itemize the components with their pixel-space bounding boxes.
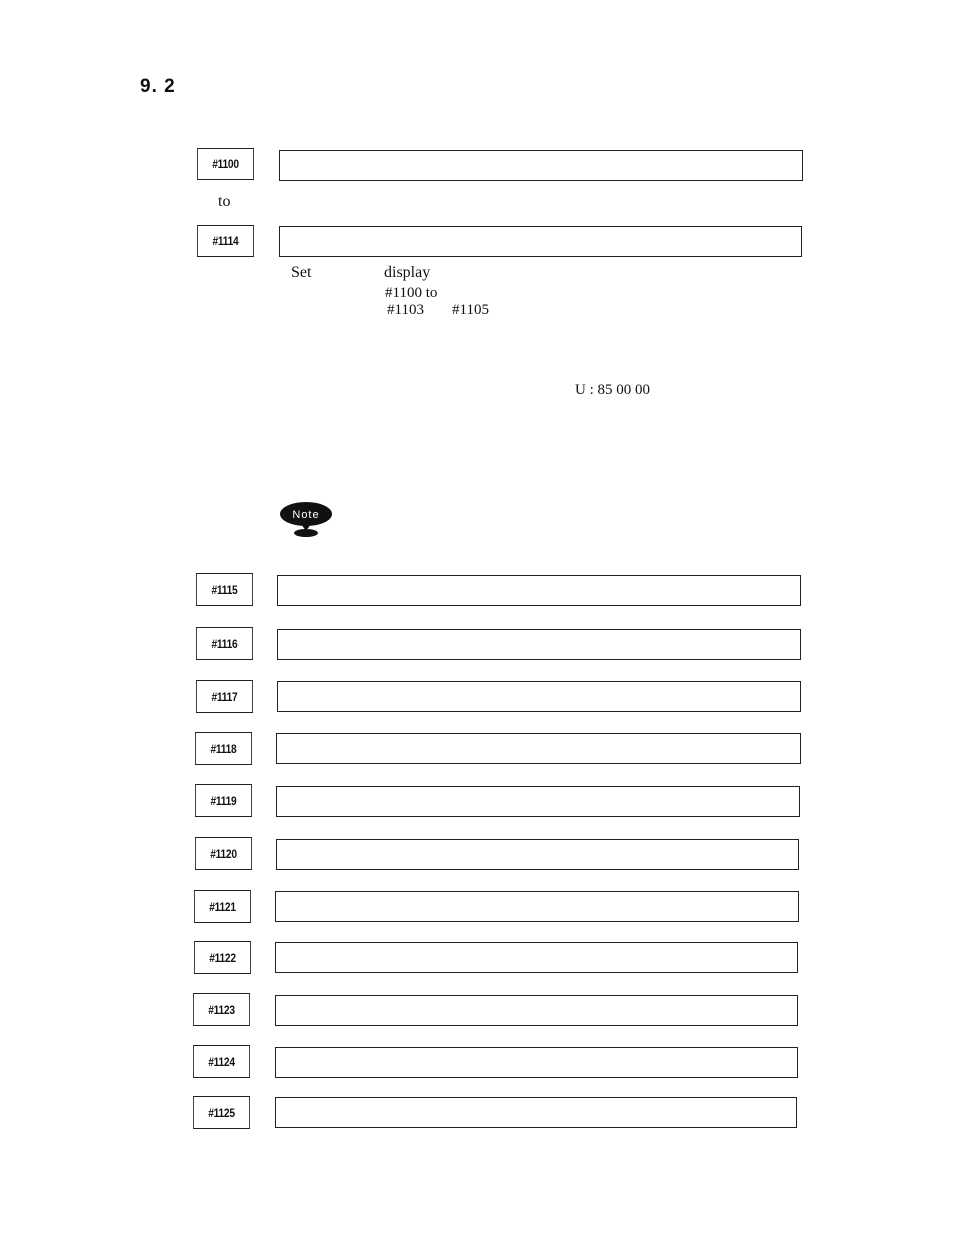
param-desc-box-1119 bbox=[276, 786, 800, 817]
param-box-1122: #1122 bbox=[194, 941, 251, 974]
param-desc-box-1123 bbox=[275, 995, 798, 1026]
param-desc-box-1122 bbox=[275, 942, 798, 973]
param-box-1123: #1123 bbox=[193, 993, 250, 1026]
param-desc-box-1124 bbox=[275, 1047, 798, 1078]
desc-display: display bbox=[384, 264, 431, 281]
param-desc-box-1117 bbox=[277, 681, 801, 712]
param-box-1119: #1119 bbox=[195, 784, 252, 817]
note-icon bbox=[279, 500, 335, 540]
param-box-1117: #1117 bbox=[196, 680, 253, 713]
param-desc-box-1100 bbox=[279, 150, 803, 181]
range-separator: to bbox=[218, 193, 231, 210]
desc-set: Set bbox=[291, 264, 312, 281]
param-box-1118: #1118 bbox=[195, 732, 252, 765]
desc-example: U : 85 00 00 bbox=[575, 382, 650, 398]
desc-item-b: #1105 bbox=[452, 302, 489, 318]
param-desc-box-1115 bbox=[277, 575, 801, 606]
param-box-1125: #1125 bbox=[193, 1096, 250, 1129]
desc-item-a: #1103 bbox=[387, 302, 424, 318]
param-desc-box-1121 bbox=[275, 891, 799, 922]
param-desc-box-1125 bbox=[275, 1097, 797, 1128]
param-desc-box-1120 bbox=[276, 839, 799, 870]
param-desc-box-1116 bbox=[277, 629, 801, 660]
note-base bbox=[294, 529, 318, 537]
param-box-1120: #1120 bbox=[195, 837, 252, 870]
param-box-1115: #1115 bbox=[196, 573, 253, 606]
param-box-1124: #1124 bbox=[193, 1045, 250, 1078]
section-number: 9. 2 bbox=[140, 76, 176, 97]
param-box-1100: #1100 bbox=[197, 148, 254, 180]
desc-range-start: #1100 to bbox=[385, 285, 438, 301]
param-box-1116: #1116 bbox=[196, 627, 253, 660]
param-desc-box-1114 bbox=[279, 226, 802, 257]
note-label: Note bbox=[292, 509, 320, 521]
param-box-1114: #1114 bbox=[197, 225, 254, 257]
param-box-1121: #1121 bbox=[194, 890, 251, 923]
param-desc-box-1118 bbox=[276, 733, 801, 764]
